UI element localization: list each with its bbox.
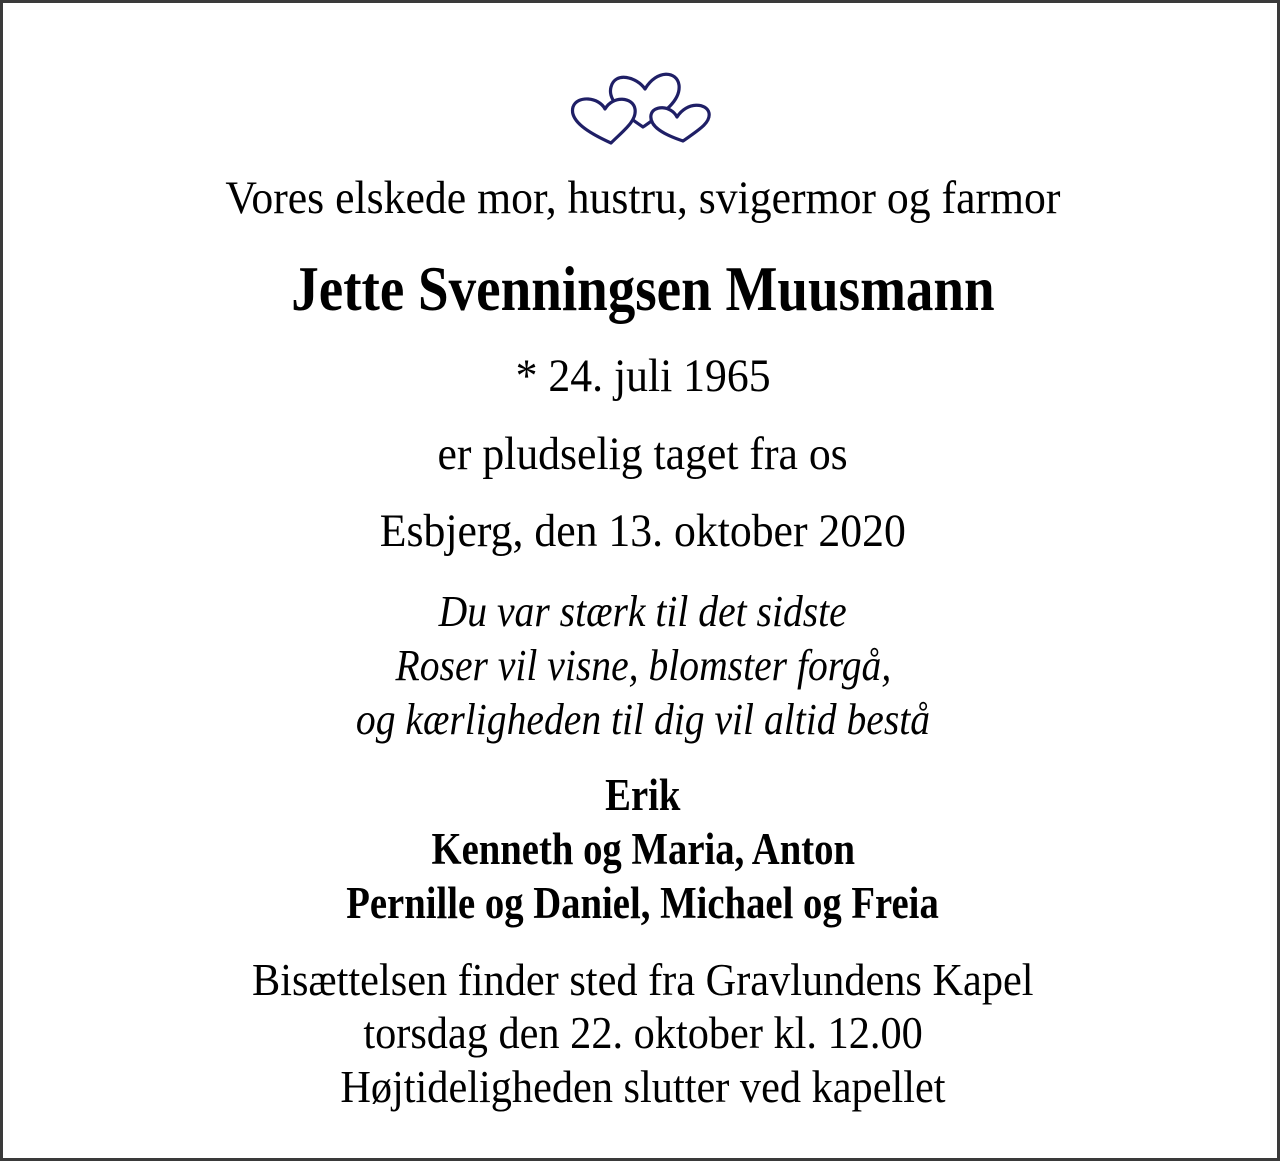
- birth-date: * 24. juli 1965: [515, 350, 771, 402]
- service-line: Bisættelsen finder sted fra Gravlundens Kapel: [252, 954, 1034, 1005]
- family-line: Erik: [605, 770, 681, 820]
- deceased-name: Jette Svenningsen Muusmann: [291, 253, 995, 324]
- verse-line: Du var stærk til det sidste: [438, 587, 848, 636]
- family-line: Pernille og Daniel, Michael og Freia: [346, 878, 940, 928]
- three-hearts-icon: [563, 43, 723, 149]
- place-date: Esbjerg, den 13. oktober 2020: [379, 505, 907, 557]
- intro-text: Vores elskede mor, hustru, svigermor og farmor: [225, 172, 1061, 224]
- family-line: Kenneth og Maria, Anton: [431, 824, 855, 874]
- passed-text: er pludselig taget fra os: [437, 428, 849, 480]
- service-line: torsdag den 22. oktober kl. 12.00: [363, 1007, 923, 1058]
- verse-line: og kærligheden til dig vil altid bestå: [355, 695, 931, 744]
- verse-line: Roser vil visne, blomster forgå,: [395, 641, 891, 690]
- service-line: Højtideligheden slutter ved kapellet: [340, 1061, 946, 1112]
